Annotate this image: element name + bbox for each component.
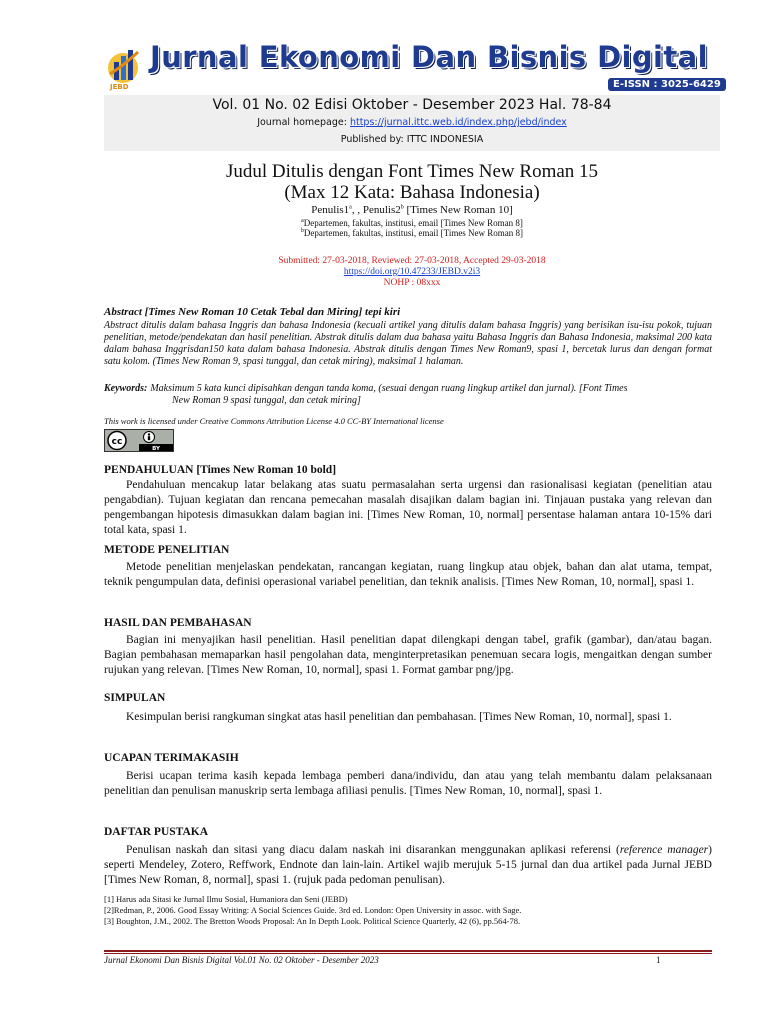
volume-line: Vol. 01 No. 02 Edisi Oktober - Desember 2023 Hal. 78-84 xyxy=(212,97,612,113)
reference-item: [2]Redman, P., 2006. Good Essay Writing: A Social Sciences Guide. 3rd ed. London: Open University in assoc. with Sage. xyxy=(104,905,522,915)
publisher-line: Published by: ITTC INDONESIA xyxy=(340,134,484,145)
keywords-line2: New Roman 9 spasi tunggal, dan cetak miring] xyxy=(172,395,361,406)
section-heading-results: HASIL DAN PEMBAHASAN xyxy=(104,617,252,629)
homepage-link[interactable]: https://jurnal.ittc.web.id/index.php/jebd/index xyxy=(349,117,567,128)
article-title-line1: Judul Ditulis dengan Font Times New Roman 15 xyxy=(225,161,599,182)
section-heading-conclusion: SIMPULAN xyxy=(104,692,166,704)
footer-journal-info: Jurnal Ekonomi Dan Bisnis Digital Vol.01 No. 02 Oktober - Desember 2023 xyxy=(104,955,379,965)
section-heading-acknowledgement: UCAPAN TERIMAKASIH xyxy=(104,752,239,764)
author-1: Penulis1 xyxy=(311,204,350,216)
submission-dates: Submitted: 27-03-2018, Reviewed: 27-03-2018, Accepted 29-03-2018 xyxy=(278,256,546,266)
license-text: This work is licensed under Creative Commons Attribution License 4.0 CC-BY International license xyxy=(104,416,444,426)
logo-caption: JEBD xyxy=(110,83,129,91)
cc-by-license-icon[interactable] xyxy=(104,429,174,452)
section-body-results: Bagian ini menyajikan hasil penelitian. Hasil penelitian dapat dilengkapi dengan tabel, grafik (gambar), dan/atau bagan. Bagian pembahasan memaparkan hasil pengolahan data, menginterpretasikan penemuan secara logis, mengaitkan dengan sumber rujukan yang relevan. [Times New Roman, 10, normal], spasi 1. Format gambar png/jpg. xyxy=(104,634,712,676)
author-font-note: [Times New Roman 10] xyxy=(403,204,513,216)
page-number: 1 xyxy=(656,955,661,965)
reference-item: [3] Boughton, J.M., 2002. The Bretton Woods Proposal: An In Depth Look. Political Science Quarterly, 42 (6), pp.564-78. xyxy=(104,916,521,926)
section-body-introduction: Pendahuluan mencakup latar belakang atas suatu permasalahan serta urgensi dan rasionalisasi kegiatan (penelitian atau pengabdian). Tujuan kegiatan dan rencana pemecahan masalah disajikan dalam bagian ini. Tinjauan pustaka yang relevan dan pengembangan hipotesis dimasukkan dalam bagian ini. [Times New Roman, 10, normal] persentase halaman antara 10-15% dari total kata, spasi 1. xyxy=(104,479,712,536)
section-heading-references: DAFTAR PUSTAKA xyxy=(104,826,209,838)
author-2: , , Penulis2 xyxy=(351,204,401,216)
footer-rule-thin xyxy=(104,953,712,954)
cc-label: cc xyxy=(111,437,123,447)
ref-body-part2: ) seperti Mendeley, Zotero, Reffwork, Endnote dan lain-lain. Artikel wajib merujuk 5-15 jurnal dan dua artikel pada Jurnal JEBD [Times New Roman, 8, normal], spasi 1. (rujuk pada pedoman penulisan). xyxy=(104,844,712,886)
contact-number: NOHP : 08xxx xyxy=(383,278,441,288)
issn-badge: E-ISSN : 3025-6429 xyxy=(608,78,726,91)
keywords-block xyxy=(104,383,712,407)
affiliation-1-text: Departemen, fakultas, institusi, email [Times New Roman 8] xyxy=(303,218,523,228)
section-body-conclusion: Kesimpulan berisi rangkuman singkat atas hasil penelitian dan pembahasan. [Times New Roman, 10, normal], spasi 1. xyxy=(126,711,672,723)
abstract-body: Abstract ditulis dalam bahasa Inggris dan bahasa Indonesia (kecuali artikel yang ditulis dalam bahasa Inggris) yang berisikan isu-isu pokok, tujuan penelitian, metode/pendekatan dan hasil penelitian. Abstrak ditulis dalam dua bahasa yaitu Bahasa Inggris dan Bahasa Indonesia, maksimal 200 kata dalam bahasa Inggrisdan150 kata dalam bahasa Indonesia. Abstrak ditulis dengan Times New Roman9, spasi 1, bercetak lurus dan dengan format satu kolom. (Times New Roman 9, spasi tunggal, dan cetak miring), maksimal 1 halaman. xyxy=(104,320,712,367)
reference-list xyxy=(104,894,712,927)
affiliation-2-text: Departemen, fakultas, institusi, email [Times New Roman 8] xyxy=(303,228,524,238)
affiliation-1-mark: a xyxy=(301,218,304,224)
homepage-line xyxy=(104,117,720,128)
affiliation-1 xyxy=(104,218,720,228)
doi-link[interactable]: https://doi.org/10.47233/JEBD.v2i3 xyxy=(343,267,481,277)
reference-item: [1] Harus ada Sitasi ke Jurnal Ilmu Sosial, Humaniora dan Seni (JEBD) xyxy=(104,894,348,904)
section-heading-introduction: PENDAHULUAN [Times New Roman 10 bold] xyxy=(104,464,337,476)
authors-line xyxy=(104,204,720,216)
section-body-method: Metode penelitian menjelaskan pendekatan, rancangan kegiatan, ruang lingkup atau objek, bahan dan alat utama, tempat, teknik pengumpulan data, definisi operasional variabel penelitian, dan teknik analisis. [Times New Roman, 10, normal], spasi 1. xyxy=(104,561,712,588)
section-body-references xyxy=(104,843,712,888)
article-title-line2: (Max 12 Kata: Bahasa Indonesia) xyxy=(284,182,540,203)
affiliation-2-mark: b xyxy=(300,228,304,234)
abstract-heading: Abstract [Times New Roman 10 Cetak Tebal dan Miring] tepi kiri xyxy=(104,306,401,318)
keywords-line1: Maksimum 5 kata kunci dipisahkan dengan tanda koma, (sesuai dengan ruang lingkup artikel dan jurnal). [Font Times xyxy=(150,383,628,394)
footer-rule xyxy=(104,950,712,952)
ref-body-part1: Penulisan naskah dan sitasi yang diacu dalam naskah ini disarankan menggunakan aplikasi referensi ( xyxy=(126,844,620,856)
journal-title: Jurnal Ekonomi Dan Bisnis Digital xyxy=(150,40,708,74)
author-2-affil: b xyxy=(400,204,404,211)
affiliation-2 xyxy=(104,228,720,238)
keywords-label: Keywords: xyxy=(104,383,148,394)
section-heading-method: METODE PENELITIAN xyxy=(104,544,230,556)
author-1-affil: a xyxy=(349,204,352,211)
ref-body-italic: reference manager xyxy=(619,844,709,856)
section-body-acknowledgement: Berisi ucapan terima kasih kepada lembaga pemberi dana/individu, dan atau yang telah membantu dalam pelaksanaan penelitian dan penulisan manuskrip serta lembaga afiliasi penulis. [Times New Roman, 10, normal], spasi 1. xyxy=(104,770,712,797)
homepage-label: Journal homepage: xyxy=(257,117,350,128)
by-label: BY xyxy=(152,446,160,452)
